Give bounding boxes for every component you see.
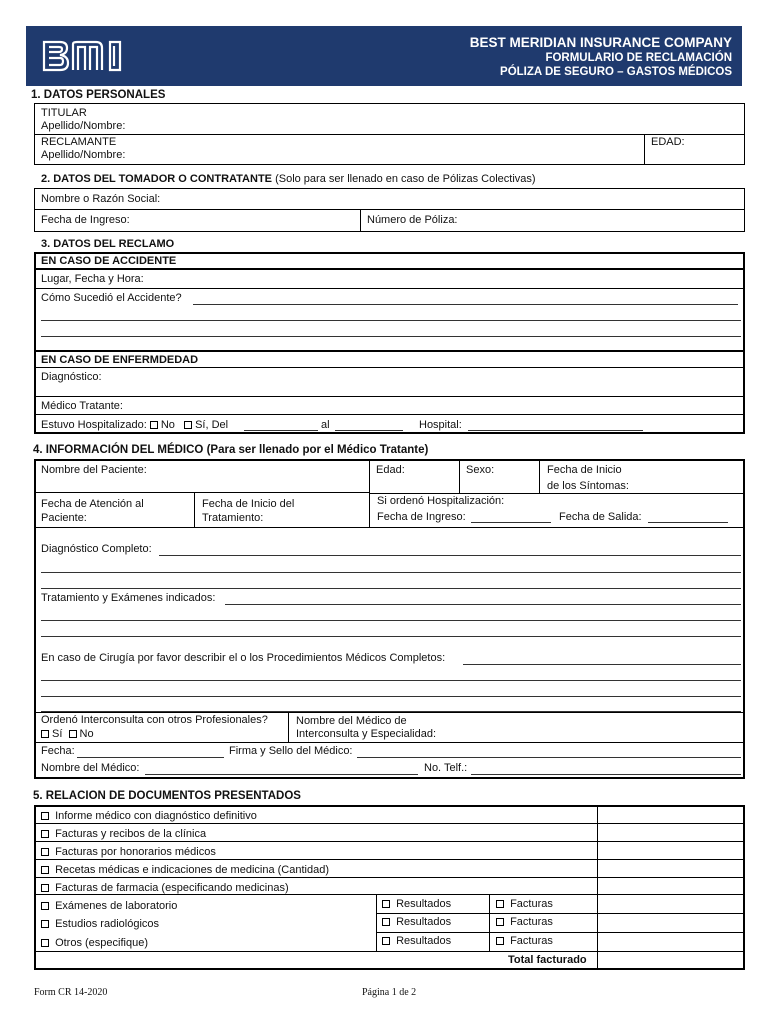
section-1-title: 1. DATOS PERSONALES (31, 89, 166, 101)
doc-item: Exámenes de laboratorio (41, 900, 177, 913)
interconsulta-label: Ordenó Interconsulta con otros Profesionales? (41, 714, 268, 726)
nombre-medico-line[interactable] (145, 774, 418, 775)
fecha-ingreso-hosp-line[interactable] (471, 522, 551, 523)
bmi-logo (40, 36, 136, 76)
section-3-title: 3. DATOS DEL RECLAMO (41, 238, 175, 250)
facturas-option: Facturas (496, 898, 553, 911)
doc-item: Estudios radiológicos (41, 918, 159, 931)
policy-type: PÓLIZA DE SEGURO – GASTOS MÉDICOS (500, 66, 732, 78)
sexo-field[interactable]: Sexo: (466, 464, 495, 476)
doc-checkbox[interactable] (41, 920, 49, 928)
fecha-ingreso-field[interactable]: Fecha de Ingreso: (41, 214, 130, 226)
header-banner (26, 26, 742, 86)
cirugia-label: En caso de Cirugía por favor describir el o los Procedimientos Médicos Completos: (41, 652, 446, 664)
medico-interconsulta-field[interactable]: Interconsulta y Especialidad: (296, 728, 437, 740)
facturas-checkbox[interactable] (496, 918, 504, 926)
medico-interconsulta-label: Nombre del Médico de (296, 715, 407, 727)
resultados-option: Resultados (382, 935, 451, 948)
fecha-atencion-field[interactable]: Paciente: (41, 512, 87, 524)
hospital-label: Hospital: (419, 419, 462, 431)
resultados-option: Resultados (382, 898, 451, 911)
facturas-checkbox[interactable] (496, 900, 504, 908)
doc-item: Facturas y recibos de la clínica (41, 828, 206, 841)
fecha-atencion-label: Fecha de Atención al (41, 498, 144, 510)
fecha-line[interactable] (77, 757, 224, 758)
lugar-fecha-hora-field[interactable]: Lugar, Fecha y Hora: (41, 273, 144, 285)
company-name: BEST MERIDIAN INSURANCE COMPANY (469, 35, 732, 50)
facturas-option: Facturas (496, 935, 553, 948)
doc-item: Facturas de farmacia (especificando medicinas) (41, 882, 289, 895)
interconsulta-options: Sí No (41, 728, 94, 741)
firma-label: Firma y Sello del Médico: (229, 745, 353, 757)
fecha-inicio-sintomas-field[interactable]: de los Síntomas: (547, 480, 629, 492)
section-2-title: 2. DATOS DEL TOMADOR O CONTRATANTE (Solo para ser llenado en caso de Pólizas Colectivas) (41, 173, 536, 185)
firma-line[interactable] (357, 757, 741, 758)
total-facturado-label: Total facturado (508, 954, 587, 966)
hospital-line[interactable] (468, 430, 643, 431)
doc-checkbox[interactable] (41, 902, 49, 910)
hospitalized-to-line[interactable] (335, 430, 403, 431)
doc-item: Informe médico con diagnóstico definitivo (41, 810, 257, 823)
resultados-checkbox[interactable] (382, 918, 390, 926)
accident-header: EN CASO DE ACCIDENTE (41, 255, 177, 267)
como-sucedio-line[interactable] (193, 304, 738, 305)
reclamante-label: RECLAMANTE (41, 136, 117, 148)
nombre-medico-label: Nombre del Médico: (41, 762, 140, 774)
reclamante-name-field[interactable]: Apellido/Nombre: (41, 149, 126, 161)
tratamiento-label: Tratamiento y Exámenes indicados: (41, 592, 216, 604)
hospitalized-no-checkbox[interactable] (150, 421, 158, 429)
hospitalized-yes-checkbox[interactable] (184, 421, 192, 429)
doc-checkbox[interactable] (41, 939, 49, 947)
hospitalized-row: Estuvo Hospitalizado: No Sí, Del (41, 419, 229, 431)
doc-checkbox[interactable] (41, 866, 49, 874)
doc-checkbox[interactable] (41, 830, 49, 838)
resultados-checkbox[interactable] (382, 900, 390, 908)
medico-tratante-field[interactable]: Médico Tratante: (41, 400, 123, 412)
hospitalizacion-label: Si ordenó Hospitalización: (377, 495, 505, 507)
resultados-checkbox[interactable] (382, 937, 390, 945)
doc-checkbox[interactable] (41, 812, 49, 820)
illness-header: EN CASO DE ENFERMDEDAD (41, 354, 199, 366)
form-title: FORMULARIO DE RECLAMACIÓN (545, 52, 732, 64)
telefono-line[interactable] (471, 774, 741, 775)
form-code: Form CR 14-2020 (34, 987, 108, 998)
titular-label: TITULAR (41, 107, 87, 119)
fecha-inicio-sintomas-label-1: Fecha de Inicio (547, 464, 622, 476)
edad-paciente-field[interactable]: Edad: (376, 464, 405, 476)
interconsulta-si-checkbox[interactable] (41, 730, 49, 738)
titular-name-field[interactable]: Apellido/Nombre: (41, 120, 126, 132)
section-4-title: 4. INFORMACIÓN DEL MÉDICO (Para ser llenado por el Médico Tratante) (33, 444, 429, 456)
fecha-ingreso-hosp-label: Fecha de Ingreso: (377, 511, 466, 523)
numero-poliza-field[interactable]: Número de Póliza: (367, 214, 458, 226)
fecha-salida-line[interactable] (648, 522, 728, 523)
al-label: al (321, 419, 330, 431)
section-5-title: 5. RELACION DE DOCUMENTOS PRESENTADOS (33, 790, 301, 802)
telefono-label: No. Telf.: (424, 762, 468, 774)
fecha-inicio-tratamiento-label: Fecha de Inicio del (202, 498, 295, 510)
doc-item: Recetas médicas e indicaciones de medicina (Cantidad) (41, 864, 329, 877)
doc-checkbox[interactable] (41, 884, 49, 892)
facturas-option: Facturas (496, 916, 553, 929)
hospitalized-from-line[interactable] (244, 430, 318, 431)
razon-social-field[interactable]: Nombre o Razón Social: (41, 193, 161, 205)
facturas-checkbox[interactable] (496, 937, 504, 945)
diagnostico-field[interactable]: Diagnóstico: (41, 371, 102, 383)
fecha-label: Fecha: (41, 745, 75, 757)
edad-field[interactable]: EDAD: (651, 136, 685, 148)
como-sucedio-label: Cómo Sucedió el Accidente? (41, 292, 182, 304)
doc-checkbox[interactable] (41, 848, 49, 856)
fecha-inicio-tratamiento-field[interactable]: Tratamiento: (202, 512, 264, 524)
fecha-salida-label: Fecha de Salida: (559, 511, 642, 523)
doc-item: Facturas por honorarios médicos (41, 846, 216, 859)
nombre-paciente-field[interactable]: Nombre del Paciente: (41, 464, 147, 476)
diagnostico-completo-label: Diagnóstico Completo: (41, 543, 152, 555)
interconsulta-no-checkbox[interactable] (69, 730, 77, 738)
doc-item: Otros (especifique) (41, 937, 148, 950)
resultados-option: Resultados (382, 916, 451, 929)
page-number: Página 1 de 2 (362, 987, 417, 998)
